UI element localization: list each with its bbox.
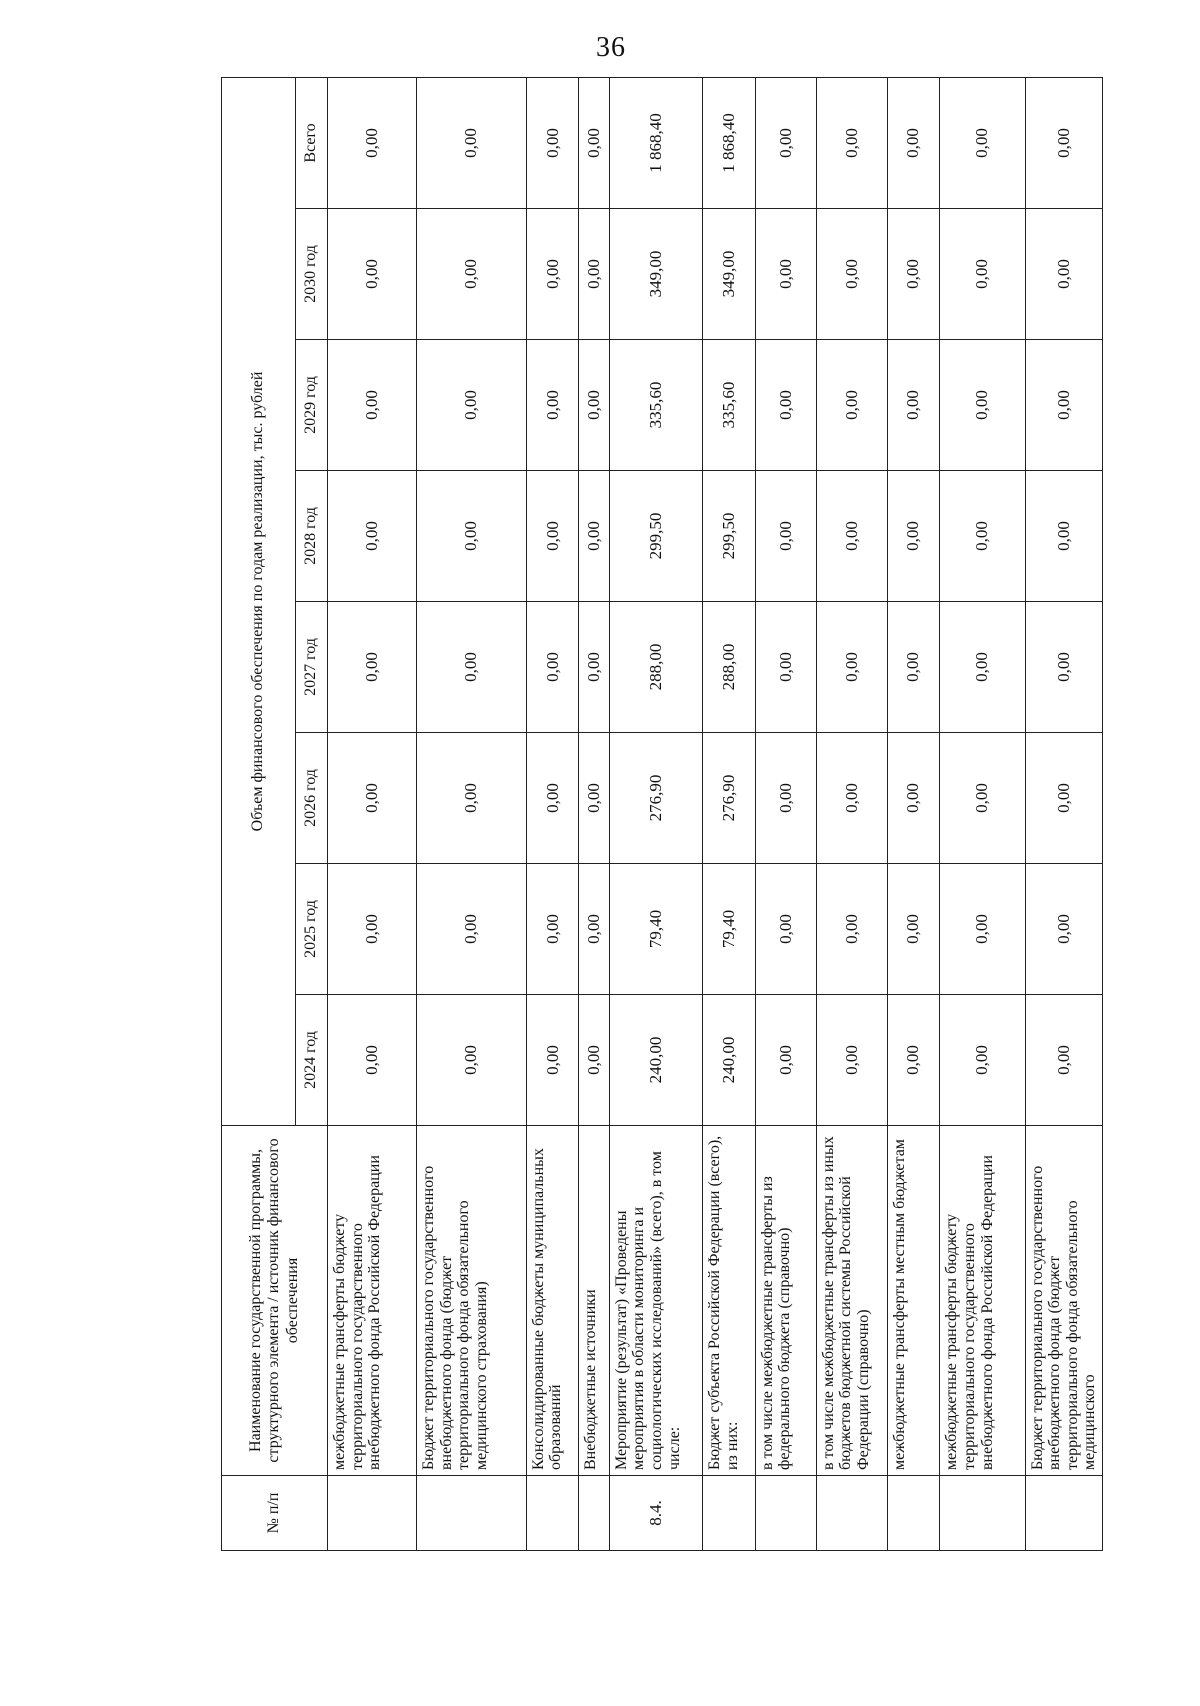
header-volume: Объем финансового обеспечения по годам реализации, тыс. рублей xyxy=(222,77,296,1125)
row-value: 0,00 xyxy=(417,733,527,864)
table-row xyxy=(328,77,417,1550)
row-value: 0,00 xyxy=(526,471,579,602)
row-total: 0,00 xyxy=(579,77,609,208)
row-value: 0,00 xyxy=(579,340,609,471)
table-row xyxy=(940,77,1025,1550)
row-name: Внебюджетные источники xyxy=(579,1126,609,1476)
row-name: межбюджетные трансферты бюджету территориального государственного внебюджетного фонда Российской Федерации xyxy=(940,1126,1025,1476)
row-total: 0,00 xyxy=(887,77,940,208)
row-total: 0,00 xyxy=(940,77,1025,208)
row-total: 0,00 xyxy=(328,77,417,208)
row-value: 0,00 xyxy=(526,733,579,864)
row-value: 0,00 xyxy=(1025,733,1103,864)
header-number: № п/п xyxy=(222,1476,328,1551)
row-value: 0,00 xyxy=(755,340,816,471)
row-value: 0,00 xyxy=(940,340,1025,471)
row-value: 0,00 xyxy=(526,864,579,995)
row-value: 0,00 xyxy=(816,995,887,1126)
header-name: Наименование государственной программы, структурного элемента / источник финансового обеспечения xyxy=(222,1126,328,1476)
row-value: 0,00 xyxy=(417,602,527,733)
row-number xyxy=(526,1476,579,1551)
row-value: 0,00 xyxy=(755,471,816,602)
row-value: 0,00 xyxy=(940,209,1025,340)
row-number xyxy=(417,1476,527,1551)
row-value: 276,90 xyxy=(609,733,702,864)
row-value: 0,00 xyxy=(940,864,1025,995)
row-value: 0,00 xyxy=(887,471,940,602)
row-number xyxy=(887,1476,940,1551)
row-value: 0,00 xyxy=(526,995,579,1126)
row-value: 349,00 xyxy=(609,209,702,340)
row-value: 0,00 xyxy=(328,864,417,995)
row-total: 1 868,40 xyxy=(703,77,756,208)
row-value: 0,00 xyxy=(579,602,609,733)
row-value: 0,00 xyxy=(328,471,417,602)
row-value: 0,00 xyxy=(579,209,609,340)
row-value: 335,60 xyxy=(609,340,702,471)
row-value: 0,00 xyxy=(887,209,940,340)
row-value: 0,00 xyxy=(755,995,816,1126)
row-value: 0,00 xyxy=(417,995,527,1126)
row-number xyxy=(328,1476,417,1551)
row-value: 0,00 xyxy=(940,995,1025,1126)
row-number xyxy=(940,1476,1025,1551)
header-year: 2025 год xyxy=(296,864,328,995)
row-number xyxy=(1025,1476,1103,1551)
row-value: 79,40 xyxy=(609,864,702,995)
table-row xyxy=(1025,77,1103,1550)
row-value: 0,00 xyxy=(755,733,816,864)
row-value: 0,00 xyxy=(526,602,579,733)
row-value: 335,60 xyxy=(703,340,756,471)
row-value: 240,00 xyxy=(609,995,702,1126)
row-value: 0,00 xyxy=(417,471,527,602)
row-value: 0,00 xyxy=(1025,995,1103,1126)
table-row xyxy=(703,77,756,1550)
header-year: 2030 год xyxy=(296,209,328,340)
table-row xyxy=(755,77,816,1550)
row-value: 0,00 xyxy=(755,209,816,340)
row-value: 0,00 xyxy=(579,864,609,995)
row-value: 0,00 xyxy=(887,602,940,733)
page-number: 36 xyxy=(596,32,626,63)
row-name: Бюджет территориального государственного внебюджетного фонда (бюджет территориального фонда обязательного медицинского xyxy=(1025,1126,1103,1476)
row-name: Мероприятие (результат) «Проведены мероприятия в области мониторинга и социологических исследований» (всего), в том числе: xyxy=(609,1126,702,1476)
row-value: 0,00 xyxy=(940,471,1025,602)
row-value: 0,00 xyxy=(328,733,417,864)
row-value: 299,50 xyxy=(703,471,756,602)
table-row xyxy=(887,77,940,1550)
row-value: 0,00 xyxy=(887,864,940,995)
row-total: 0,00 xyxy=(755,77,816,208)
row-value: 0,00 xyxy=(526,209,579,340)
table-row xyxy=(609,77,702,1550)
row-total: 0,00 xyxy=(1025,77,1103,208)
row-value: 0,00 xyxy=(887,340,940,471)
row-total: 0,00 xyxy=(816,77,887,208)
row-name: в том числе межбюджетные трансферты из федерального бюджета (справочно) xyxy=(755,1126,816,1476)
row-value: 0,00 xyxy=(417,864,527,995)
row-value: 0,00 xyxy=(816,864,887,995)
row-value: 240,00 xyxy=(703,995,756,1126)
row-value: 0,00 xyxy=(579,471,609,602)
row-value: 0,00 xyxy=(755,602,816,733)
rotated-table-sheet xyxy=(221,113,1103,1551)
table-row xyxy=(579,77,609,1550)
row-value: 0,00 xyxy=(816,602,887,733)
row-value: 0,00 xyxy=(526,340,579,471)
row-value: 349,00 xyxy=(703,209,756,340)
row-value: 0,00 xyxy=(816,733,887,864)
row-value: 0,00 xyxy=(579,995,609,1126)
row-value: 0,00 xyxy=(417,340,527,471)
row-total: 0,00 xyxy=(526,77,579,208)
header-year: 2024 год xyxy=(296,995,328,1126)
row-name: в том числе межбюджетные трансферты из иных бюджетов бюджетной системы Российской Федерации (справочно) xyxy=(816,1126,887,1476)
row-value: 0,00 xyxy=(1025,209,1103,340)
row-value: 0,00 xyxy=(1025,864,1103,995)
row-value: 0,00 xyxy=(816,340,887,471)
row-name: Бюджет субъекта Российской Федерации (всего), из них: xyxy=(703,1126,756,1476)
row-number: 8.4. xyxy=(609,1476,702,1551)
header-year: 2027 год xyxy=(296,602,328,733)
row-value: 79,40 xyxy=(703,864,756,995)
row-value: 0,00 xyxy=(328,340,417,471)
row-total: 1 868,40 xyxy=(609,77,702,208)
row-value: 0,00 xyxy=(328,209,417,340)
row-value: 0,00 xyxy=(940,602,1025,733)
row-name: межбюджетные трансферты бюджету территориального государственного внебюджетного фонда Российской Федерации xyxy=(328,1126,417,1476)
header-year: Всего xyxy=(296,77,328,208)
row-value: 0,00 xyxy=(940,733,1025,864)
header-year: 2029 год xyxy=(296,340,328,471)
row-value: 0,00 xyxy=(887,995,940,1126)
row-total: 0,00 xyxy=(417,77,527,208)
row-name: Консолидированные бюджеты муниципальных образований xyxy=(526,1126,579,1476)
row-value: 0,00 xyxy=(1025,471,1103,602)
row-value: 0,00 xyxy=(579,733,609,864)
row-number xyxy=(703,1476,756,1551)
row-number xyxy=(816,1476,887,1551)
row-value: 0,00 xyxy=(1025,340,1103,471)
row-value: 0,00 xyxy=(328,602,417,733)
row-value: 276,90 xyxy=(703,733,756,864)
row-value: 0,00 xyxy=(417,209,527,340)
financing-table xyxy=(221,77,1103,1551)
row-number xyxy=(579,1476,609,1551)
table-row xyxy=(417,77,527,1550)
row-name: межбюджетные трансферты местным бюджетам xyxy=(887,1126,940,1476)
table-row xyxy=(526,77,579,1550)
row-value: 0,00 xyxy=(755,864,816,995)
row-number xyxy=(755,1476,816,1551)
row-value: 0,00 xyxy=(816,471,887,602)
row-value: 0,00 xyxy=(887,733,940,864)
row-value: 0,00 xyxy=(1025,602,1103,733)
row-value: 0,00 xyxy=(328,995,417,1126)
header-year: 2026 год xyxy=(296,733,328,864)
header-year: 2028 год xyxy=(296,471,328,602)
row-value: 288,00 xyxy=(609,602,702,733)
table-row xyxy=(816,77,887,1550)
row-value: 299,50 xyxy=(609,471,702,602)
row-value: 288,00 xyxy=(703,602,756,733)
row-name: Бюджет территориального государственного внебюджетного фонда (бюджет территориального фонда обязательного медицинского страхования) xyxy=(417,1126,527,1476)
row-value: 0,00 xyxy=(816,209,887,340)
